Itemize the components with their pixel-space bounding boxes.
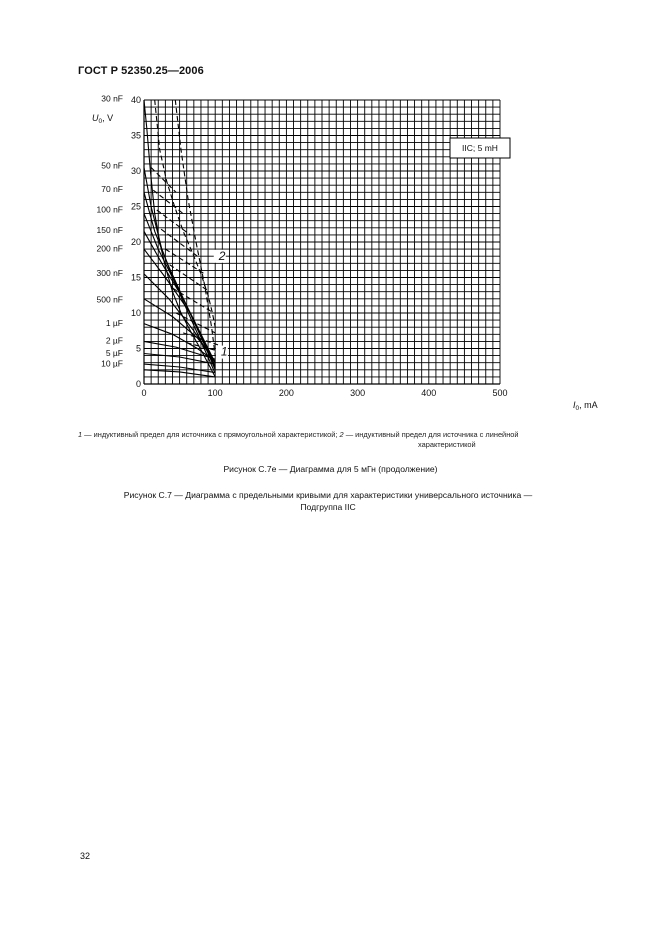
curve-label: 2 — [218, 248, 226, 263]
y-tick-label: 30 — [130, 166, 141, 176]
capacitance-label: 30 nF — [101, 93, 123, 104]
legend-item-2-text: — индуктивный предел для источника с линейной — [343, 430, 519, 439]
legend-item-1-text: — индуктивный предел для источника с прямоугольной характеристикой; — [82, 430, 340, 439]
legend-note — [78, 430, 618, 449]
y-tick-label: 40 — [130, 95, 141, 105]
y-tick-label: 25 — [130, 201, 141, 212]
curve-label: 1 — [220, 344, 228, 359]
figure-main-caption — [78, 489, 578, 513]
capacitance-label: 150 nF — [96, 224, 123, 235]
capacitance-label: 10 µF — [101, 358, 123, 369]
capacitance-label: 2 µF — [105, 335, 123, 346]
page-number: 32 — [80, 851, 91, 861]
x-tick-label: 100 — [207, 388, 223, 398]
capacitance-label: 5 µF — [105, 347, 123, 358]
y-tick-label: 0 — [135, 379, 141, 389]
capacitance-label: 300 nF — [96, 268, 123, 279]
x-tick-label: 200 — [278, 388, 294, 398]
capacitance-label: 500 nF — [96, 294, 123, 305]
legend-item-1-number: 1 — [78, 430, 83, 439]
legend-item-2-number: 2 — [339, 430, 344, 439]
capacitance-label: 200 nF — [96, 243, 123, 254]
legend-item-2-continuation: характеристикой — [418, 439, 476, 449]
capacitance-label: 100 nF — [96, 204, 123, 215]
capacitance-label: 1 µF — [105, 317, 123, 328]
y-tick-label: 20 — [130, 237, 141, 247]
y-tick-label: 35 — [130, 130, 141, 141]
figure-caption: Рисунок С.7е — Диаграмма для 5 мГн (продолжение) — [223, 464, 438, 474]
grid — [144, 100, 500, 384]
x-tick-label: 0 — [141, 388, 147, 398]
y-tick-label: 10 — [130, 308, 141, 318]
capacitance-label: 50 nF — [101, 160, 123, 171]
y-tick-label: 5 — [135, 343, 141, 354]
capacitance-label: 70 nF — [101, 183, 123, 194]
annotation-text: IIC; 5 mH — [462, 143, 498, 153]
x-tick-label: 500 — [492, 388, 508, 398]
chart — [0, 0, 661, 430]
figure-main-caption-line-2: Подгруппа IIC — [300, 502, 356, 512]
y-axis-label: $U_0$, V — [92, 113, 114, 125]
document-header: ГОСТ Р 52350.25—2006 — [78, 65, 204, 77]
y-tick-label: 15 — [130, 272, 141, 283]
figure-main-caption-line-1: Рисунок С.7 — Диаграмма с предельными кривыми для характеристики универсального источника — — [123, 490, 533, 500]
x-axis-label: $I_0$, mA — [573, 400, 598, 412]
x-tick-label: 300 — [350, 388, 366, 398]
x-tick-label: 400 — [421, 388, 437, 398]
